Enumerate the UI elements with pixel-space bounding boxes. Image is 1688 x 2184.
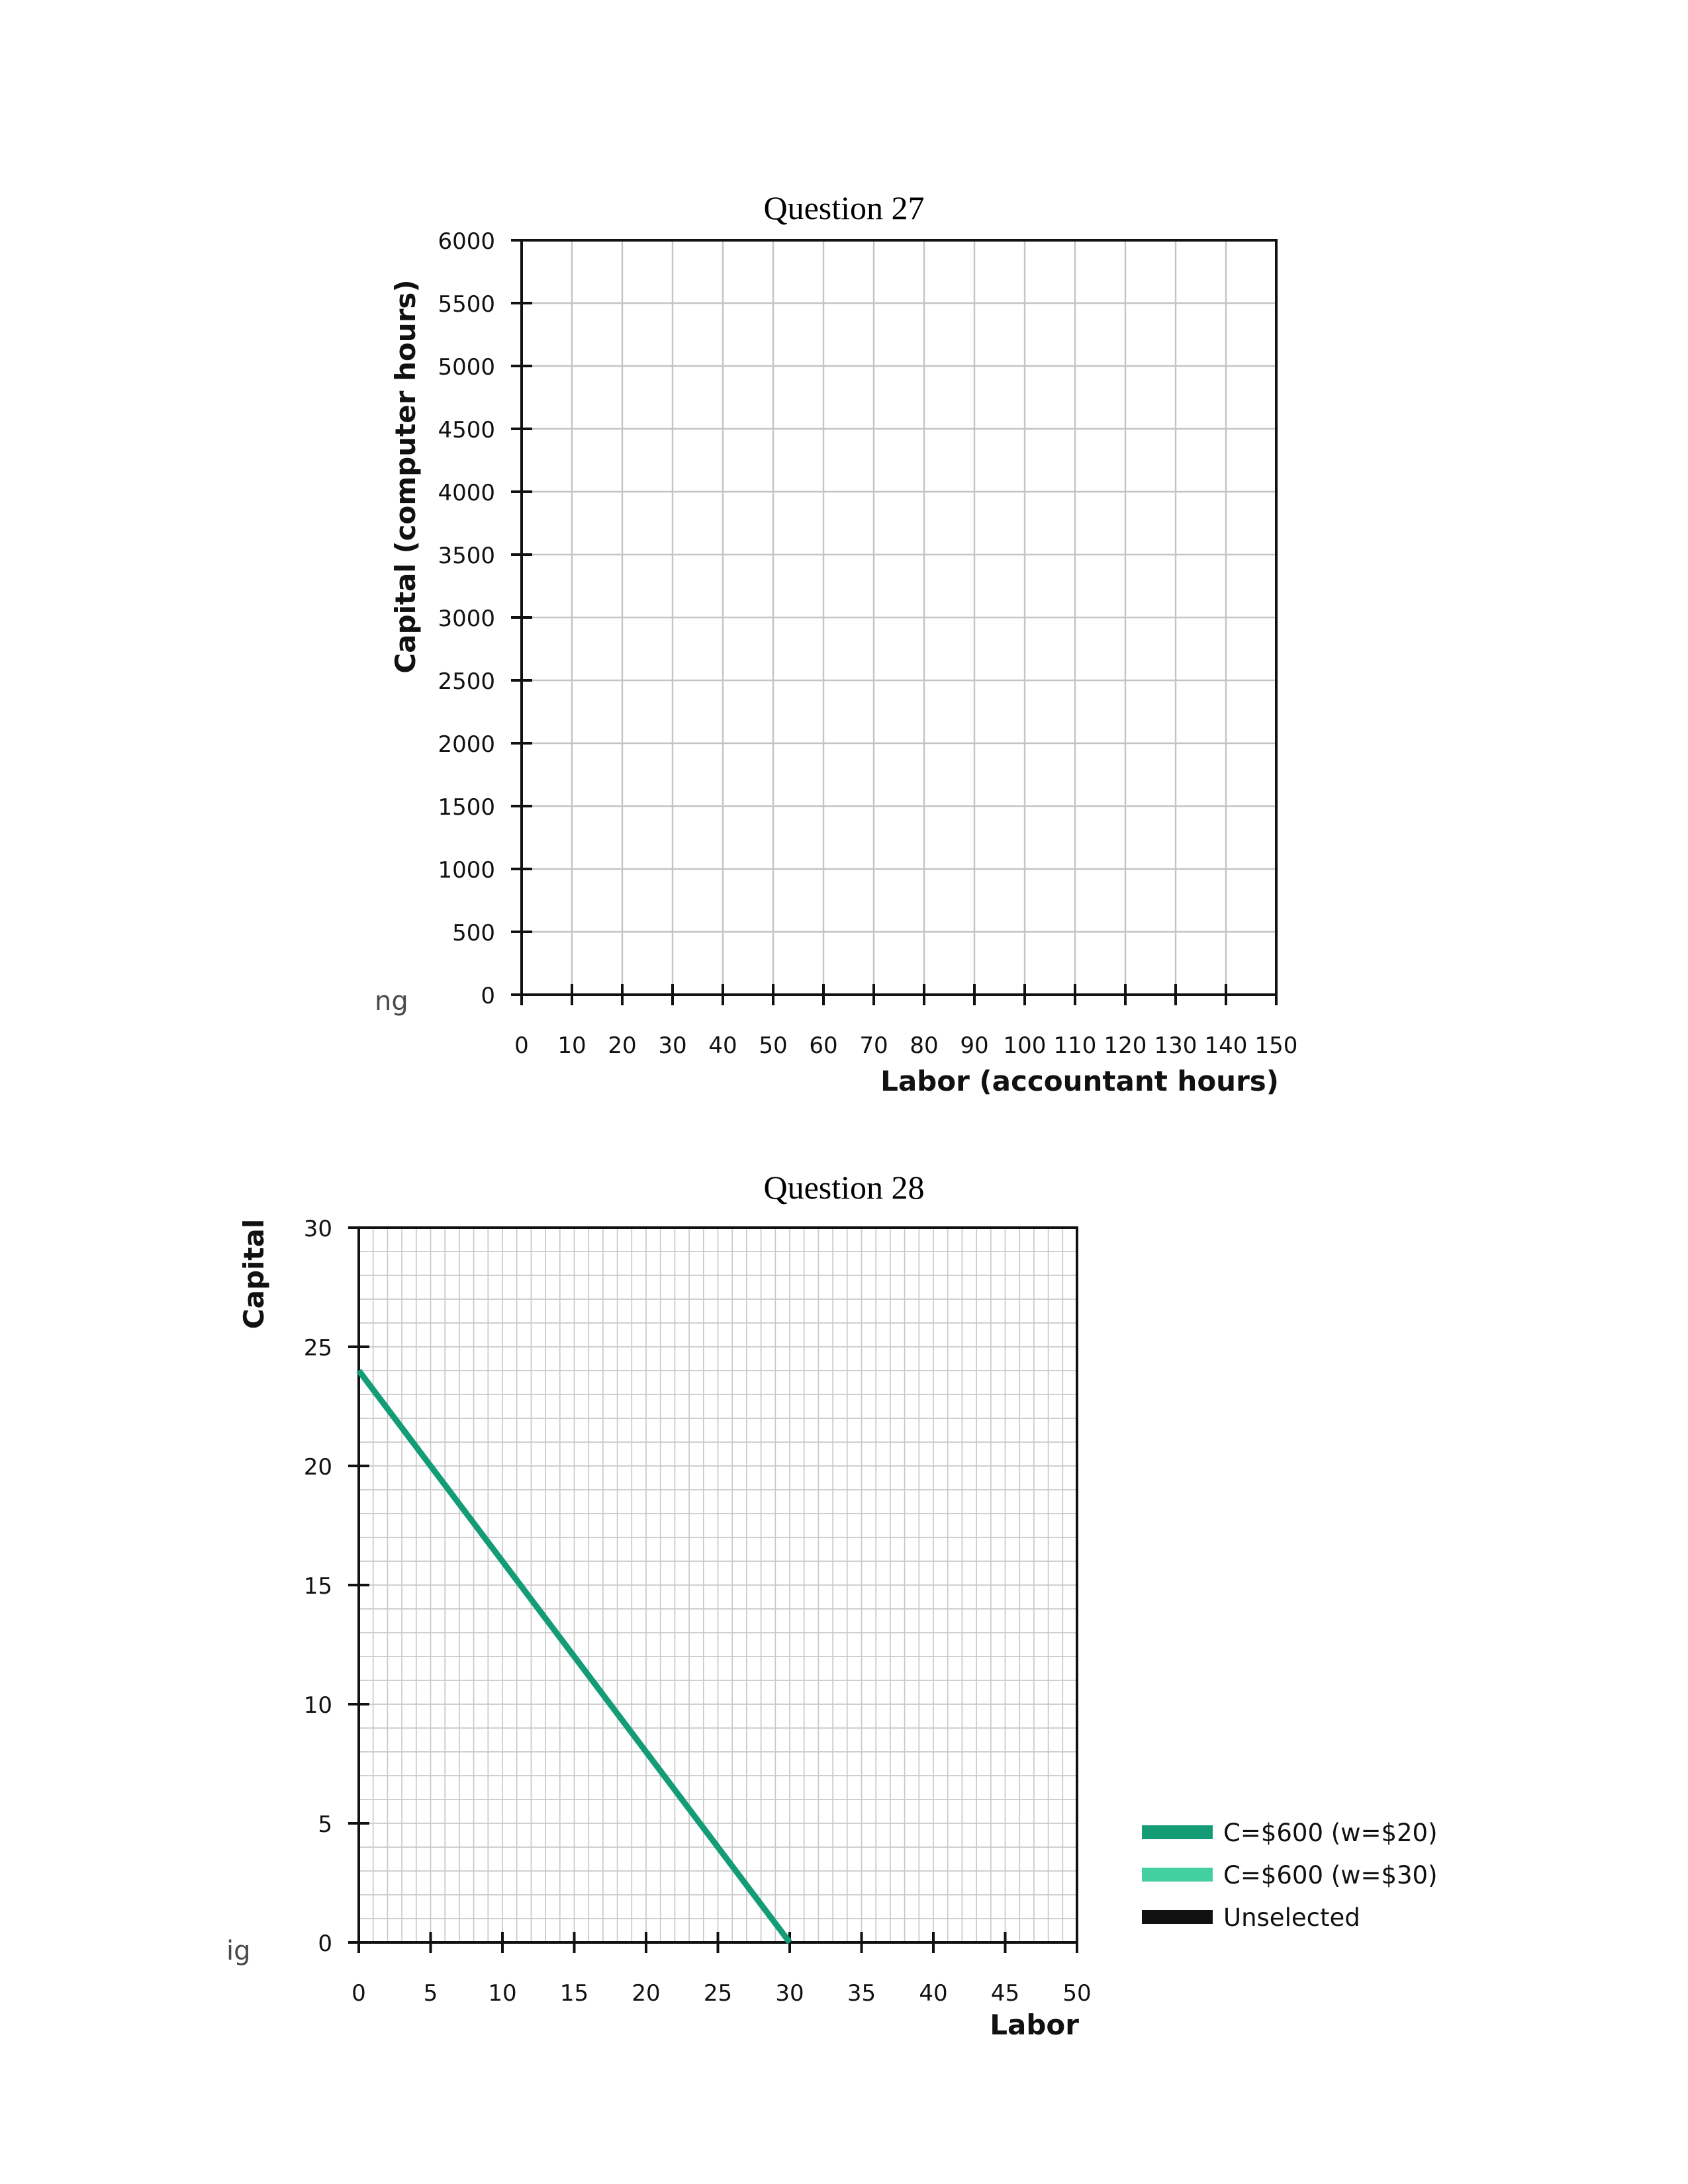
y-tick-label: 4000 [438, 480, 495, 506]
y-tick-label: 500 [452, 920, 495, 946]
legend-label: C=$600 (w=$30) [1223, 1861, 1438, 1889]
x-axis-title: Labor [990, 2009, 1079, 2041]
chart-title: Question 28 [763, 1169, 925, 1206]
y-tick-label: 1000 [438, 857, 495, 884]
x-tick-label: 25 [703, 1980, 733, 2007]
y-tick-label: 0 [318, 1931, 332, 1957]
x-tick-label: 50 [1062, 1980, 1092, 2007]
chart-question-27 [375, 189, 1297, 1097]
clipped-text-q28: ig [226, 1936, 251, 1966]
x-tick-label: 0 [352, 1980, 366, 2007]
y-tick-label: 5000 [438, 354, 495, 381]
legend-item-unselected[interactable] [1142, 1903, 1360, 1932]
x-tick-label: 50 [759, 1032, 788, 1059]
x-tick-label: 100 [1003, 1032, 1047, 1059]
x-tick-label: 150 [1254, 1032, 1298, 1059]
chart-question-28 [226, 1169, 1438, 2041]
y-tick-label: 5 [318, 1811, 332, 1838]
legend-label: C=$600 (w=$20) [1223, 1819, 1438, 1847]
legend-swatch-light-green [1142, 1868, 1213, 1882]
chart-title: Question 27 [763, 189, 925, 226]
y-axis-title: Capital [238, 1218, 270, 1330]
y-tick-label: 2000 [438, 731, 495, 758]
y-tick-label: 4500 [438, 417, 495, 443]
y-tick-label: 6000 [438, 228, 495, 255]
x-tick-label: 120 [1103, 1032, 1147, 1059]
legend [1142, 1819, 1438, 1932]
x-tick-label: 5 [423, 1980, 438, 2007]
y-axis-title: Capital (computer hours) [389, 279, 422, 674]
x-tick-label: 40 [919, 1980, 948, 2007]
x-tick-label: 130 [1154, 1032, 1197, 1059]
y-tick-label: 15 [303, 1573, 332, 1600]
y-tick-label: 20 [303, 1454, 332, 1480]
x-tick-label: 30 [658, 1032, 687, 1059]
y-tick-label: 3500 [438, 543, 495, 569]
plot-area-q27[interactable] [438, 228, 1297, 1059]
x-tick-label: 20 [632, 1980, 661, 2007]
x-tick-label: 40 [708, 1032, 737, 1059]
x-tick-label: 60 [809, 1032, 838, 1059]
y-tick-label: 0 [481, 983, 495, 1009]
y-tick-label: 1500 [438, 794, 495, 821]
x-tick-label: 30 [775, 1980, 804, 2007]
y-tick-label: 10 [303, 1692, 332, 1719]
legend-swatch-black [1142, 1910, 1213, 1924]
clipped-text-q27: ng [375, 986, 408, 1017]
y-tick-label: 2500 [438, 668, 495, 695]
x-tick-label: 0 [514, 1032, 529, 1059]
legend-swatch-dark-green [1142, 1825, 1213, 1839]
x-tick-label: 70 [859, 1032, 888, 1059]
x-tick-label: 45 [990, 1980, 1020, 2007]
y-tick-label: 5500 [438, 291, 495, 318]
x-tick-label: 140 [1204, 1032, 1248, 1059]
y-tick-label: 30 [303, 1216, 332, 1242]
legend-label: Unselected [1223, 1903, 1360, 1932]
x-tick-label: 90 [960, 1032, 989, 1059]
plot-area-q28[interactable] [304, 1216, 1092, 2007]
x-tick-label: 20 [608, 1032, 637, 1059]
y-tick-label: 25 [303, 1335, 332, 1361]
x-axis-title: Labor (accountant hours) [880, 1065, 1279, 1097]
x-tick-label: 80 [910, 1032, 939, 1059]
x-tick-label: 35 [847, 1980, 876, 2007]
legend-item-isocost-w20[interactable] [1142, 1819, 1438, 1847]
y-tick-label: 3000 [438, 606, 495, 632]
x-tick-label: 15 [559, 1980, 589, 2007]
x-tick-label: 110 [1053, 1032, 1097, 1059]
x-tick-label: 10 [557, 1032, 586, 1059]
legend-item-isocost-w30[interactable] [1142, 1861, 1438, 1889]
x-tick-label: 10 [488, 1980, 517, 2007]
